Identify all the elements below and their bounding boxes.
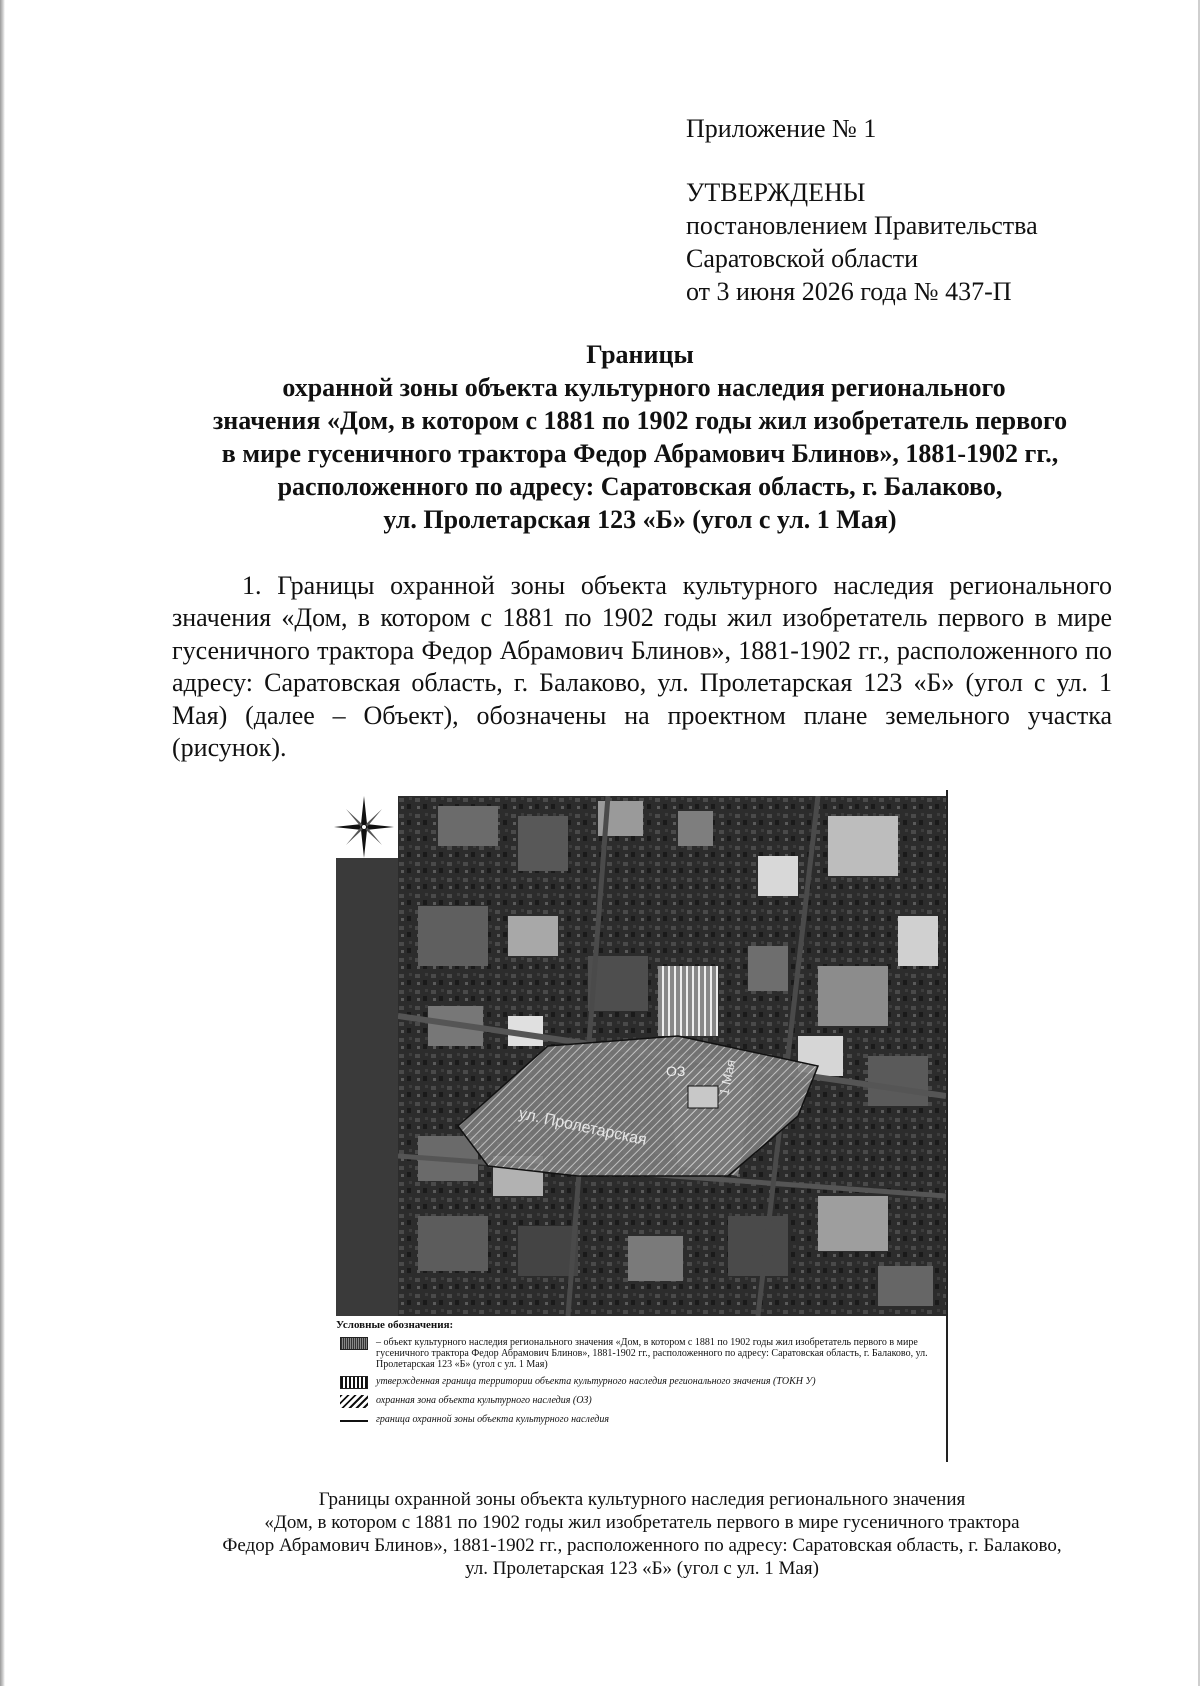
map-street-label: ул. Пролетарская	[517, 1105, 649, 1150]
legend-text: – объект культурного наследия регионального значения «Дом, в котором с 1881 по 1902 годы жил изобретатель первого в мире гусеничного трактора Федор Абрамович Блинов», 1881-1902 гг., расположенного по адресу: Саратовская область, г. Балаково, ул. Пролетарская 123 «Б» (угол с ул. 1 Мая)	[376, 1337, 928, 1370]
approval-line: УТВЕРЖДЕНЫ	[686, 178, 866, 207]
approval-line: Саратовской области	[686, 244, 919, 273]
legend-swatch-boundary-line	[340, 1420, 368, 1422]
legend-swatch-object	[340, 1337, 368, 1350]
approval-date-line: от 3 июня 2026 года № 437-П	[686, 277, 1012, 306]
title-line: Границы	[586, 340, 694, 369]
appendix-number: Приложение № 1	[686, 114, 877, 143]
aerial-photo	[398, 796, 946, 1316]
figure-map	[332, 790, 950, 1464]
map-street-label-2: 1 Мая	[716, 1058, 739, 1097]
legend-swatch-zone	[340, 1395, 368, 1408]
title-line: охранной зоны объекта культурного наследия регионального	[282, 373, 1006, 402]
title-line: в мире гусеничного трактора Федор Абрамович Блинов», 1881-1902 гг.,	[221, 439, 1059, 468]
compass-rose-icon	[332, 794, 396, 860]
title-line: ул. Пролетарская 123 «Б» (угол с ул. 1 Мая)	[383, 505, 897, 534]
legend-text: охранная зона объекта культурного наследия (ОЗ)	[376, 1395, 592, 1406]
map-legend	[332, 1318, 944, 1431]
aerial-photo-left-strip	[336, 858, 398, 1316]
figure-caption	[172, 1488, 1112, 1580]
approval-block	[686, 176, 1038, 308]
caption-line: Федор Абрамович Блинов», 1881-1902 гг., расположенного по адресу: Саратовская область, г. Балаково,	[222, 1535, 1062, 1556]
page-edge-left	[0, 0, 5, 1686]
figure-frame-line	[946, 790, 948, 1462]
map-zone-label: ОЗ	[666, 1063, 686, 1079]
approval-line: постановлением Правительства	[686, 211, 1038, 240]
legend-swatch-territory	[340, 1376, 368, 1389]
legend-item	[332, 1376, 944, 1389]
caption-line: «Дом, в котором с 1881 по 1902 годы жил изобретатель первого в мире гусеничного трактора	[264, 1512, 1020, 1533]
legend-item	[332, 1414, 944, 1425]
aerial-map-graphic	[398, 796, 946, 1316]
caption-line: Границы охранной зоны объекта культурного наследия регионального значения	[318, 1489, 966, 1510]
title-line: значения «Дом, в котором с 1881 по 1902 годы жил изобретатель первого	[212, 406, 1068, 435]
caption-line: ул. Пролетарская 123 «Б» (угол с ул. 1 Мая)	[465, 1558, 819, 1579]
title-line: расположенного по адресу: Саратовская область, г. Балаково,	[277, 472, 1003, 501]
paragraph-1: 1. Границы охранной зоны объекта культурного наследия регионального значения «Дом, в котором с 1881 по 1902 годы жил изобретатель первого в мире гусеничного трактора Федор Абрамович Блинов», 1881-1902 гг., расположенного по адресу: Саратовская область, г. Балаково, ул. Пролетарская 123 «Б» (угол с ул. 1 Мая) (далее – Объект), обозначены на проектном плане земельного участка (рисунок).	[172, 571, 1112, 763]
body-paragraph	[172, 570, 1112, 764]
legend-item	[332, 1395, 944, 1408]
legend-text: граница охранной зоны объекта культурного наследия	[376, 1414, 609, 1425]
legend-text: утвержденная граница территории объекта культурного наследия регионального значения (ТОКН У)	[376, 1376, 816, 1387]
document-title	[160, 338, 1120, 536]
legend-item	[332, 1337, 944, 1370]
legend-title: Условные обозначения:	[336, 1319, 454, 1331]
